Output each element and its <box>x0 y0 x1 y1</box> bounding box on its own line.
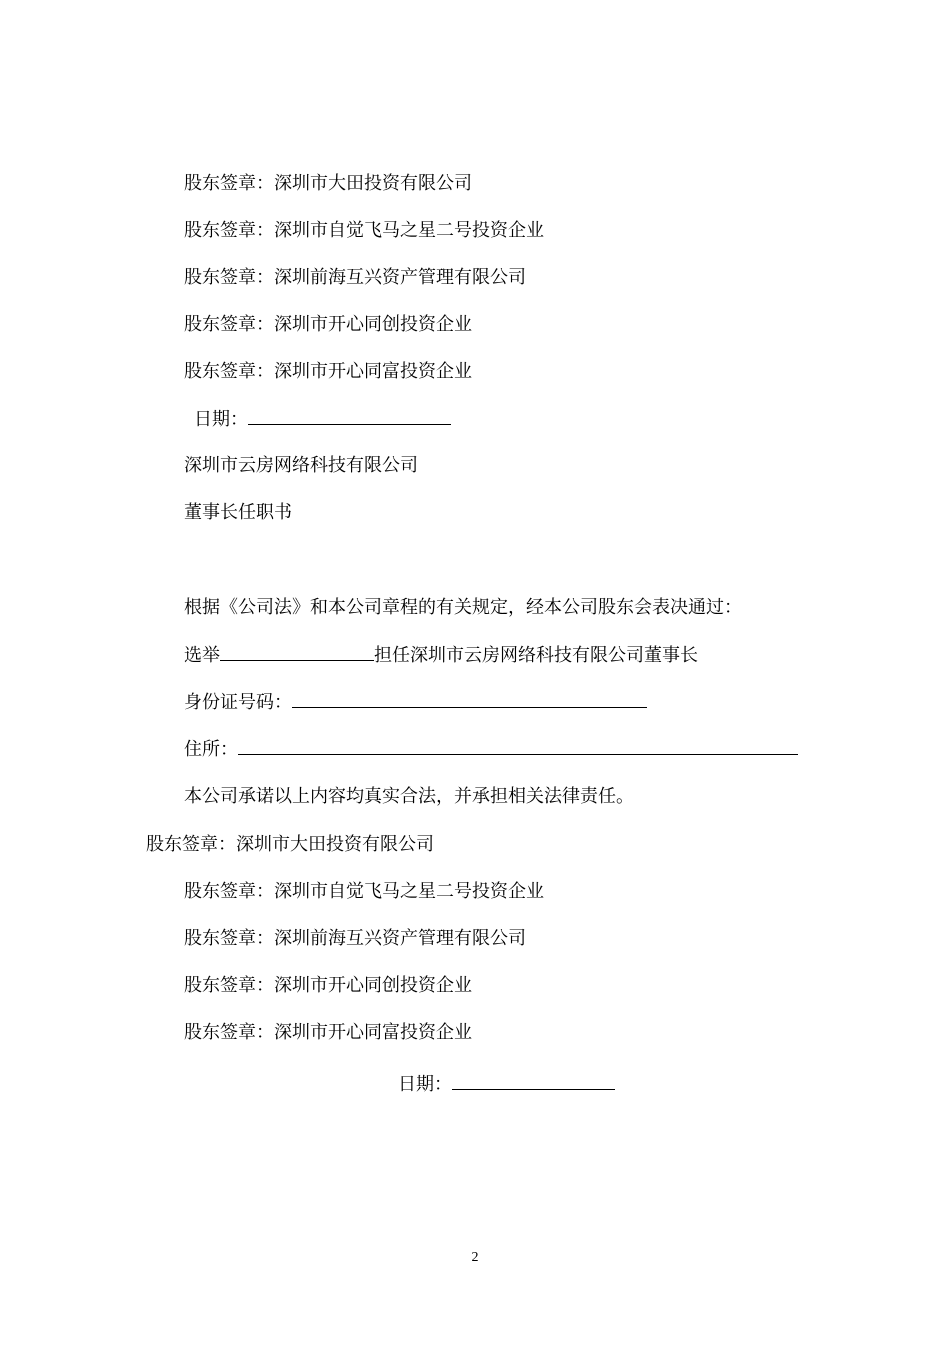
date-line-top <box>194 406 451 431</box>
signature-line: 股东签章：深圳市大田投资有限公司 <box>184 173 472 193</box>
page-number: 2 <box>471 1250 479 1265</box>
date-line-bottom <box>398 1071 615 1096</box>
id-blank <box>292 689 647 708</box>
signature-line: 股东签章：深圳市自觉飞马之星二号投资企业 <box>184 881 544 901</box>
date-blank <box>248 406 451 425</box>
company-name: 深圳市云房网络科技有限公司 <box>184 455 418 475</box>
name-blank <box>220 642 374 661</box>
signature-line: 股东签章：深圳市开心同富投资企业 <box>184 361 472 381</box>
signature-line: 股东签章：深圳市大田投资有限公司 <box>146 834 434 854</box>
address-label: 住所： <box>184 739 238 759</box>
date-label: 日期： <box>398 1074 452 1094</box>
signature-line: 股东签章：深圳市开心同富投资企业 <box>184 1022 472 1042</box>
signature-line: 股东签章：深圳前海互兴资产管理有限公司 <box>184 928 526 948</box>
date-label: 日期： <box>194 409 248 429</box>
elect-line <box>184 642 698 667</box>
signature-line: 股东签章：深圳前海互兴资产管理有限公司 <box>184 267 526 287</box>
resolution-intro: 根据《公司法》和本公司章程的有关规定，经本公司股东会表决通过： <box>184 597 742 617</box>
id-label: 身份证号码： <box>184 692 292 712</box>
date-blank <box>452 1071 615 1090</box>
address-line <box>184 736 798 761</box>
signature-line: 股东签章：深圳市开心同创投资企业 <box>184 975 472 995</box>
commitment-statement: 本公司承诺以上内容均真实合法，并承担相关法律责任。 <box>184 786 634 806</box>
id-number-line <box>184 689 647 714</box>
elect-suffix: 担任深圳市云房网络科技有限公司董事长 <box>374 645 698 665</box>
signature-line: 股东签章：深圳市开心同创投资企业 <box>184 314 472 334</box>
address-blank <box>238 736 798 755</box>
signature-line: 股东签章：深圳市自觉飞马之星二号投资企业 <box>184 220 544 240</box>
elect-prefix: 选举 <box>184 645 220 665</box>
document-title: 董事长任职书 <box>184 502 292 522</box>
